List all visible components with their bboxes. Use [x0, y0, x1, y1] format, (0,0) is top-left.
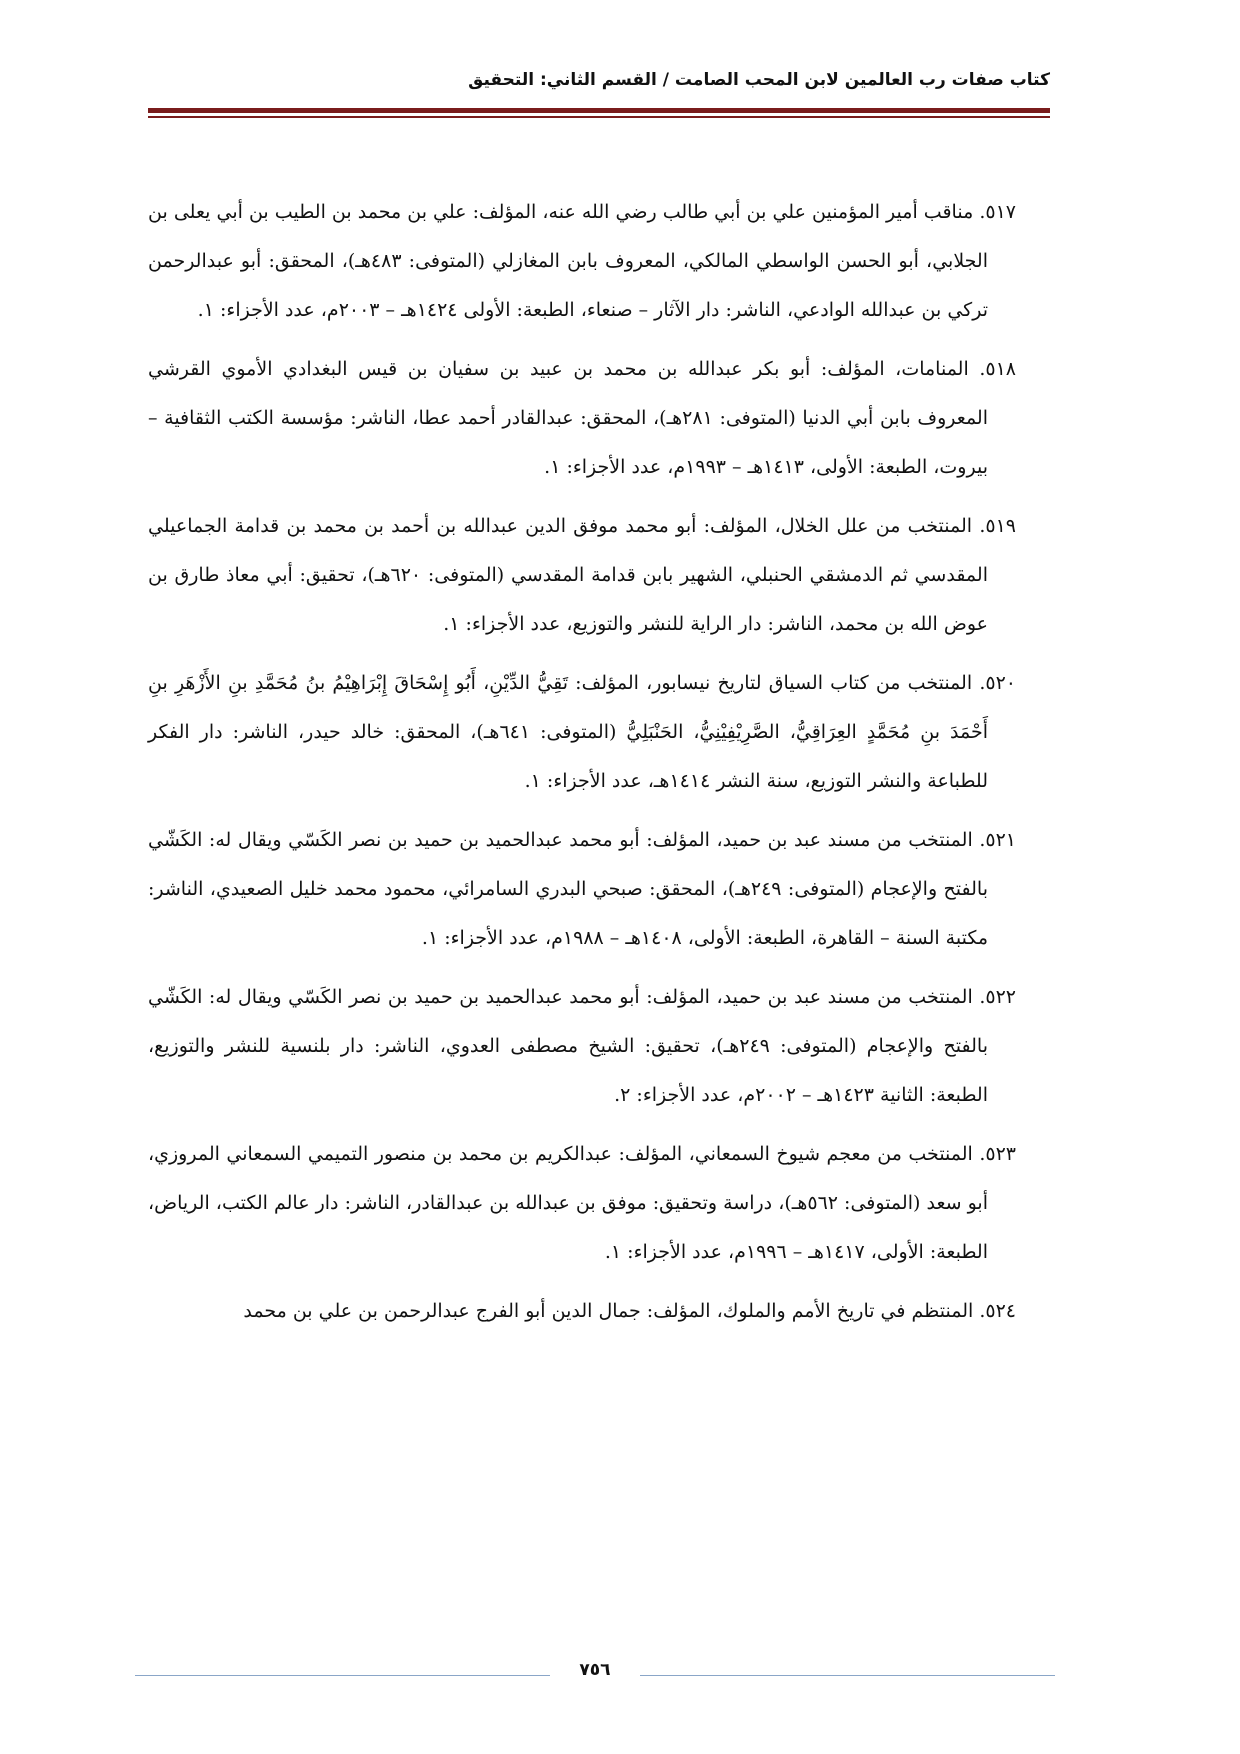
bibliography-entry-524	[148, 1287, 1016, 1336]
footer-rule-right	[640, 1675, 1055, 1676]
entry-number: ٥١٧.	[979, 201, 1016, 223]
entry-text: المنامات، المؤلف: أبو بكر عبدالله بن محمد بن عبيد بن سفيان بن قيس البغدادي الأموي القرشي المعروف بابن أبي الدنيا (المتوفى: ٢٨١هـ)، المحقق: عبدالقادر أحمد عطا، الناشر: مؤسسة الكتب الثقافية – بيروت، الطبعة: الأولى، ١٤١٣هـ – ١٩٩٣م، عدد الأجزاء: ١.	[148, 358, 988, 478]
bibliography-entry-521	[148, 816, 1016, 963]
entry-text: المنتظم في تاريخ الأمم والملوك، المؤلف: جمال الدين أبو الفرج عبدالرحمن بن علي بن محمد	[243, 1300, 974, 1322]
header-rule-thick	[148, 108, 1050, 113]
bibliography-entry-518	[148, 345, 1016, 492]
entry-number: ٥٢٤.	[979, 1300, 1016, 1322]
entry-text: المنتخب من معجم شيوخ السمعاني، المؤلف: عبدالكريم بن محمد بن منصور التميمي السمعاني المروزي، أبو سعد (المتوفى: ٥٦٢هـ)، دراسة وتحقيق: موفق بن عبدالله بن عبدالقادر، الناشر: دار عالم الكتب، الرياض، الطبعة: الأولى، ١٤١٧هـ – ١٩٩٦م، عدد الأجزاء: ١.	[148, 1143, 988, 1263]
entry-number: ٥١٩.	[979, 515, 1016, 537]
bibliography-entry-520	[148, 659, 1016, 806]
entry-text: مناقب أمير المؤمنين علي بن أبي طالب رضي الله عنه، المؤلف: علي بن محمد بن الطيب بن أبي يعلى بن الجلابي، أبو الحسن الواسطي المالكي، المعروف بابن المغازلي (المتوفى: ٤٨٣هـ)، المحقق: أبو عبدالرحمن تركي بن عبدالله الوادعي، الناشر: دار الآثار – صنعاء، الطبعة: الأولى ١٤٢٤هـ – ٢٠٠٣م، عدد الأجزاء: ١.	[148, 201, 988, 321]
entry-number: ٥١٨.	[979, 358, 1016, 380]
entry-number: ٥٢٣.	[979, 1143, 1016, 1165]
running-header-title: كتاب صفات رب العالمين لابن المحب الصامت / القسم الثاني: التحقيق	[468, 70, 1050, 90]
bibliography-list	[148, 188, 1016, 1346]
bibliography-entry-517	[148, 188, 1016, 335]
entry-number: ٥٢٠.	[979, 672, 1016, 694]
footer-rule-left	[135, 1675, 550, 1676]
entry-number: ٥٢٢.	[979, 986, 1016, 1008]
bibliography-entry-523	[148, 1130, 1016, 1277]
page-number: ٧٥٦	[579, 1660, 611, 1680]
header-rule-thin	[148, 116, 1050, 118]
entry-text: المنتخب من مسند عبد بن حميد، المؤلف: أبو محمد عبدالحميد بن حميد بن نصر الكَسّي ويقال له: الكَشّي بالفتح والإعجام (المتوفى: ٢٤٩هـ)، تحقيق: الشيخ مصطفى العدوي، الناشر: دار بلنسية للنشر والتوزيع، الطبعة: الثانية ١٤٢٣هـ – ٢٠٠٢م، عدد الأجزاء: ٢.	[148, 986, 988, 1106]
entry-text: المنتخب من علل الخلال، المؤلف: أبو محمد موفق الدين عبدالله بن أحمد بن محمد بن قدامة الجماعيلي المقدسي ثم الدمشقي الحنبلي، الشهير بابن قدامة المقدسي (المتوفى: ٦٢٠هـ)، تحقيق: أبي معاذ طارق بن عوض الله بن محمد، الناشر: دار الراية للنشر والتوزيع، عدد الأجزاء: ١.	[148, 515, 988, 635]
entry-text: المنتخب من مسند عبد بن حميد، المؤلف: أبو محمد عبدالحميد بن حميد بن نصر الكَسّي ويقال له: الكَشّي بالفتح والإعجام (المتوفى: ٢٤٩هـ)، المحقق: صبحي البدري السامرائي، محمود محمد خليل الصعيدي، الناشر: مكتبة السنة – القاهرة، الطبعة: الأولى، ١٤٠٨هـ – ١٩٨٨م، عدد الأجزاء: ١.	[148, 829, 989, 949]
entry-text: المنتخب من كتاب السياق لتاريخ نيسابور، المؤلف: تَقِيُّ الدِّيْنِ، أَبُو إِسْحَاقَ إِبْرَاهِيْمُ بنُ مُحَمَّدِ بنِ الأَزْهَرِ بنِ أَحْمَدَ بنِ مُحَمَّدٍ العِرَاقِيُّ، الصَّرِيْفِيْنِيُّ، الحَنْبَلِيُّ (المتوفى: ٦٤١هـ)، المحقق: خالد حيدر، الناشر: دار الفكر للطباعة والنشر التوزيع، سنة النشر ١٤١٤هـ، عدد الأجزاء: ١.	[148, 672, 988, 792]
bibliography-entry-519	[148, 502, 1016, 649]
bibliography-entry-522	[148, 973, 1016, 1120]
running-header	[148, 70, 1050, 110]
entry-number: ٥٢١.	[979, 829, 1016, 851]
